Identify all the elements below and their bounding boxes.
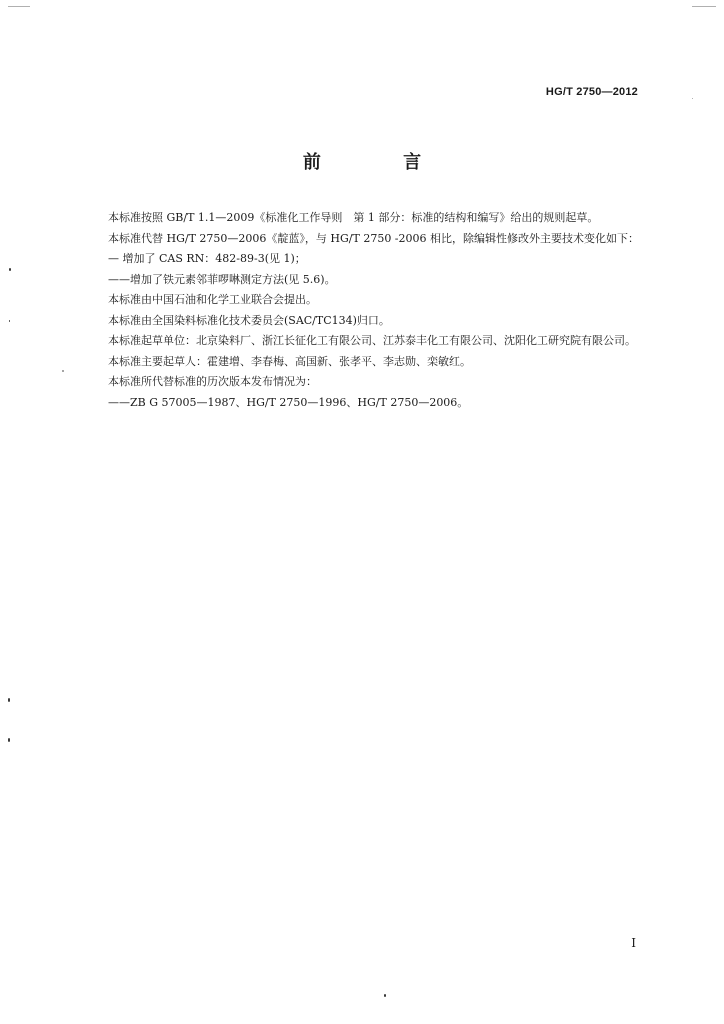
change-item-iron-method: ——增加了铁元素邻菲啰啉测定方法(见 5.6)。 [108, 272, 336, 286]
change-item-cas: — 增加了 CAS RN：482-89-3(见 1)； [108, 252, 306, 265]
scan-speck [692, 98, 693, 99]
scan-speck [384, 994, 386, 997]
page-title: 前 言 [302, 152, 460, 173]
scan-speck [8, 698, 10, 702]
paragraph-proposed-by: 本标准由中国石油和化学工业联合会提出。 [108, 293, 317, 306]
page-number: I [631, 936, 636, 950]
paragraph-main-drafters: 本标准主要起草人：霍建增、李春梅、高国新、张孝平、李志勋、栾敏红。 [108, 354, 471, 368]
paragraph-version-history: 本标准所代替标准的历次版本发布情况为： [108, 375, 317, 388]
scan-edge-mark-right [692, 6, 716, 7]
standard-code: HG/T 2750—2012 [545, 86, 638, 98]
scan-speck [8, 738, 10, 742]
scan-speck [9, 320, 10, 322]
paragraph-replacement: 本标准代替 HG/T 2750—2006《靛蓝》，与 HG/T 2750 -2006 相比，除编辑性修改外主要技术变化如下： [108, 231, 640, 245]
scan-edge-mark-left [8, 6, 30, 7]
version-history-list: ——ZB G 57005—1987、HG/T 2750—1996、HG/T 2750—2006。 [108, 395, 469, 409]
paragraph-drafting-units: 本标准起草单位：北京染料厂、浙江长征化工有限公司、江苏泰丰化工有限公司、沈阳化工研究院有限公司。 [108, 334, 636, 347]
scan-speck [62, 370, 64, 372]
paragraph-drafting-rules: 本标准按照 GB/T 1.1—2009《标准化工作导则 第 1 部分：标准的结构和编写》给出的规则起草。 [108, 211, 599, 224]
foreword-body [82, 208, 642, 413]
scan-speck [9, 268, 11, 271]
paragraph-under-jurisdiction: 本标准由全国染料标准化技术委员会(SAC/TC134)归口。 [108, 313, 390, 327]
